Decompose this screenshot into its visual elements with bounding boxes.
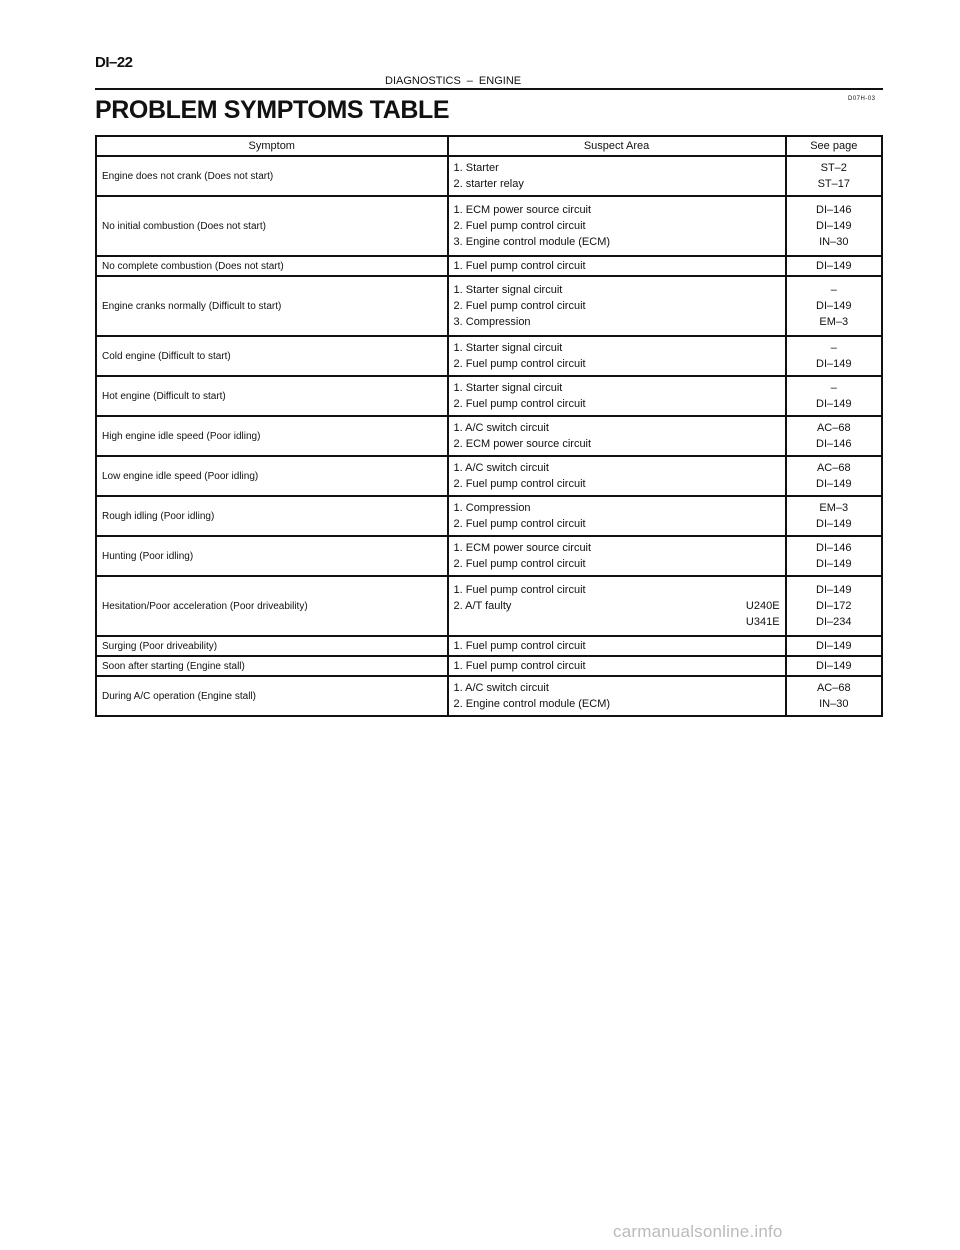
see-page-ref: DI–149 xyxy=(816,358,852,370)
suspect-area-item xyxy=(454,540,780,556)
see-page-ref: – xyxy=(830,382,837,394)
see-page-ref: DI–172 xyxy=(816,600,852,612)
see-page-ref: DI–149 xyxy=(816,518,852,530)
symptom-cell: Rough idling (Poor idling) xyxy=(96,496,448,536)
symptom-cell: Engine does not crank (Does not start) xyxy=(96,156,448,196)
table-row xyxy=(96,256,882,276)
see-page-cell xyxy=(786,456,882,496)
see-page-ref: EM–3 xyxy=(819,502,849,514)
see-page-ref: DI–149 xyxy=(816,220,852,232)
table-row xyxy=(96,456,882,496)
suspect-area-cell xyxy=(448,456,786,496)
suspect-area-item xyxy=(454,696,780,712)
page-title: PROBLEM SYMPTOMS TABLE xyxy=(95,96,450,124)
suspect-area-text: 2. Fuel pump control circuit xyxy=(453,358,586,370)
transmission-variant: U240E xyxy=(745,600,780,612)
suspect-area-text: 1. A/C switch circuit xyxy=(453,462,549,474)
suspect-area-text: 1. Starter xyxy=(453,162,499,174)
see-page-cell xyxy=(786,676,882,716)
see-page-cell xyxy=(786,156,882,196)
suspect-area-text: 1. ECM power source circuit xyxy=(453,542,592,554)
see-page-cell xyxy=(786,196,882,256)
suspect-area-item xyxy=(454,176,780,192)
see-page-ref: DI–146 xyxy=(816,204,852,216)
suspect-area-item xyxy=(454,356,780,372)
see-page-ref: AC–68 xyxy=(816,422,851,434)
symptom-cell: Hesitation/Poor acceleration (Poor driveability) xyxy=(96,576,448,636)
suspect-area-item xyxy=(454,234,780,250)
suspect-area-item xyxy=(454,202,780,218)
symptom-cell: Hunting (Poor idling) xyxy=(96,536,448,576)
see-page-ref: DI–149 xyxy=(816,660,852,672)
table-header-row xyxy=(96,136,882,156)
symptom-cell: During A/C operation (Engine stall) xyxy=(96,676,448,716)
see-page-ref: AC–68 xyxy=(816,462,851,474)
suspect-area-item xyxy=(454,160,780,176)
transmission-variant: U341E xyxy=(745,616,780,628)
column-header-symptom: Symptom xyxy=(96,136,448,156)
table-row xyxy=(96,416,882,456)
symptom-cell: High engine idle speed (Poor idling) xyxy=(96,416,448,456)
see-page-ref: DI–149 xyxy=(816,640,852,652)
suspect-area-text: 2. Engine control module (ECM) xyxy=(453,698,611,710)
see-page-ref: DI–149 xyxy=(816,478,852,490)
see-page-ref: DI–146 xyxy=(816,542,852,554)
see-page-cell xyxy=(786,576,882,636)
column-header-suspect-area: Suspect Area xyxy=(448,136,786,156)
suspect-area-text: 1. Starter signal circuit xyxy=(453,284,563,296)
suspect-area-cell xyxy=(448,256,786,276)
see-page-ref: ST–2 xyxy=(820,162,847,174)
see-page-ref: DI–149 xyxy=(816,300,852,312)
suspect-area-item xyxy=(454,556,780,572)
table-row xyxy=(96,676,882,716)
suspect-area-cell xyxy=(448,496,786,536)
suspect-area-text: 3. Engine control module (ECM) xyxy=(453,236,611,248)
symptom-cell: Surging (Poor driveability) xyxy=(96,636,448,656)
suspect-area-item xyxy=(454,460,780,476)
suspect-area-item xyxy=(454,582,780,598)
table-row xyxy=(96,576,882,636)
table-row xyxy=(96,276,882,336)
symptom-cell: Soon after starting (Engine stall) xyxy=(96,656,448,676)
suspect-area-item xyxy=(454,598,780,614)
see-page-cell xyxy=(786,416,882,456)
see-page-cell xyxy=(786,656,882,676)
suspect-area-text: 2. Fuel pump control circuit xyxy=(453,398,586,410)
suspect-area-cell xyxy=(448,416,786,456)
suspect-area-item xyxy=(454,282,780,298)
suspect-area-text: 1. Fuel pump control circuit xyxy=(453,660,586,672)
table-row xyxy=(96,636,882,656)
suspect-area-text: 1. A/C switch circuit xyxy=(453,422,549,434)
table-row xyxy=(96,496,882,536)
section-separator: – xyxy=(466,75,473,87)
footer-watermark: carmanualsonline.info xyxy=(613,1222,783,1241)
see-page-cell xyxy=(786,256,882,276)
suspect-area-text: 2. starter relay xyxy=(453,178,524,190)
suspect-area-item xyxy=(454,396,780,412)
see-page-ref: AC–68 xyxy=(816,682,851,694)
suspect-area-item xyxy=(454,340,780,356)
suspect-area-cell xyxy=(448,196,786,256)
see-page-ref: IN–30 xyxy=(819,236,849,248)
suspect-area-text: 2. Fuel pump control circuit xyxy=(453,558,586,570)
see-page-cell xyxy=(786,336,882,376)
suspect-area-text: 1. A/C switch circuit xyxy=(453,682,549,694)
suspect-area-text: 2. Fuel pump control circuit xyxy=(453,518,586,530)
see-page-ref: DI–149 xyxy=(816,260,852,272)
suspect-area-text: 1. Fuel pump control circuit xyxy=(453,640,586,652)
suspect-area-cell xyxy=(448,576,786,636)
suspect-area-text: 2. A/T faulty xyxy=(453,600,512,612)
suspect-area-text: 2. Fuel pump control circuit xyxy=(453,220,586,232)
suspect-area-text: 1. Starter signal circuit xyxy=(453,382,563,394)
see-page-ref: DI–149 xyxy=(816,584,852,596)
page-number: DI–22 xyxy=(95,54,133,71)
suspect-area-item xyxy=(454,516,780,532)
suspect-area-text: 1. Fuel pump control circuit xyxy=(453,260,586,272)
symptom-cell: Engine cranks normally (Difficult to start) xyxy=(96,276,448,336)
suspect-area-cell xyxy=(448,376,786,416)
suspect-area-cell xyxy=(448,536,786,576)
see-page-ref: DI–146 xyxy=(816,438,852,450)
suspect-area-item xyxy=(454,436,780,452)
see-page-ref: – xyxy=(830,342,837,354)
suspect-area-cell xyxy=(448,676,786,716)
table-row xyxy=(96,376,882,416)
header-rule xyxy=(95,88,883,90)
suspect-area-text: 3. Compression xyxy=(453,316,531,328)
section-header xyxy=(385,75,521,87)
suspect-area-cell xyxy=(448,656,786,676)
see-page-ref: DI–149 xyxy=(816,398,852,410)
table-row xyxy=(96,656,882,676)
suspect-area-item xyxy=(454,500,780,516)
suspect-area-cell xyxy=(448,156,786,196)
column-header-see-page: See page xyxy=(786,136,882,156)
suspect-area-item xyxy=(454,614,780,630)
subsection-name: ENGINE xyxy=(478,75,522,87)
see-page-cell xyxy=(786,536,882,576)
symptoms-table xyxy=(95,135,883,717)
suspect-area-cell xyxy=(448,276,786,336)
see-page-ref: – xyxy=(830,284,837,296)
suspect-area-cell xyxy=(448,636,786,656)
doc-code: D07H-03 xyxy=(848,96,876,102)
see-page-cell xyxy=(786,636,882,656)
suspect-area-item xyxy=(454,314,780,330)
see-page-cell xyxy=(786,376,882,416)
table-row xyxy=(96,336,882,376)
suspect-area-item xyxy=(454,218,780,234)
suspect-area-item xyxy=(454,380,780,396)
suspect-area-text: 1. Compression xyxy=(453,502,531,514)
table-row xyxy=(96,536,882,576)
see-page-ref: EM–3 xyxy=(819,316,849,328)
see-page-ref: DI–149 xyxy=(816,558,852,570)
suspect-area-text: 1. ECM power source circuit xyxy=(453,204,592,216)
suspect-area-text: 2. Fuel pump control circuit xyxy=(453,300,586,312)
suspect-area-item xyxy=(454,476,780,492)
table-row xyxy=(96,196,882,256)
suspect-area-item xyxy=(454,298,780,314)
see-page-cell xyxy=(786,276,882,336)
suspect-area-text: 2. Fuel pump control circuit xyxy=(453,478,586,490)
suspect-area-text: 1. Fuel pump control circuit xyxy=(453,584,586,596)
suspect-area-item xyxy=(454,258,780,274)
suspect-area-item xyxy=(454,658,780,674)
see-page-ref: ST–17 xyxy=(817,178,850,190)
symptom-cell: Cold engine (Difficult to start) xyxy=(96,336,448,376)
table-row xyxy=(96,156,882,196)
see-page-ref: DI–234 xyxy=(816,616,852,628)
suspect-area-item xyxy=(454,680,780,696)
suspect-area-cell xyxy=(448,336,786,376)
suspect-area-text: 2. ECM power source circuit xyxy=(453,438,592,450)
see-page-ref: IN–30 xyxy=(819,698,849,710)
symptom-cell: No initial combustion (Does not start) xyxy=(96,196,448,256)
symptom-cell: Low engine idle speed (Poor idling) xyxy=(96,456,448,496)
symptom-cell: Hot engine (Difficult to start) xyxy=(96,376,448,416)
suspect-area-item xyxy=(454,638,780,654)
symptom-cell: No complete combustion (Does not start) xyxy=(96,256,448,276)
see-page-cell xyxy=(786,496,882,536)
section-name: DIAGNOSTICS xyxy=(385,75,461,87)
suspect-area-item xyxy=(454,420,780,436)
suspect-area-text: 1. Starter signal circuit xyxy=(453,342,563,354)
